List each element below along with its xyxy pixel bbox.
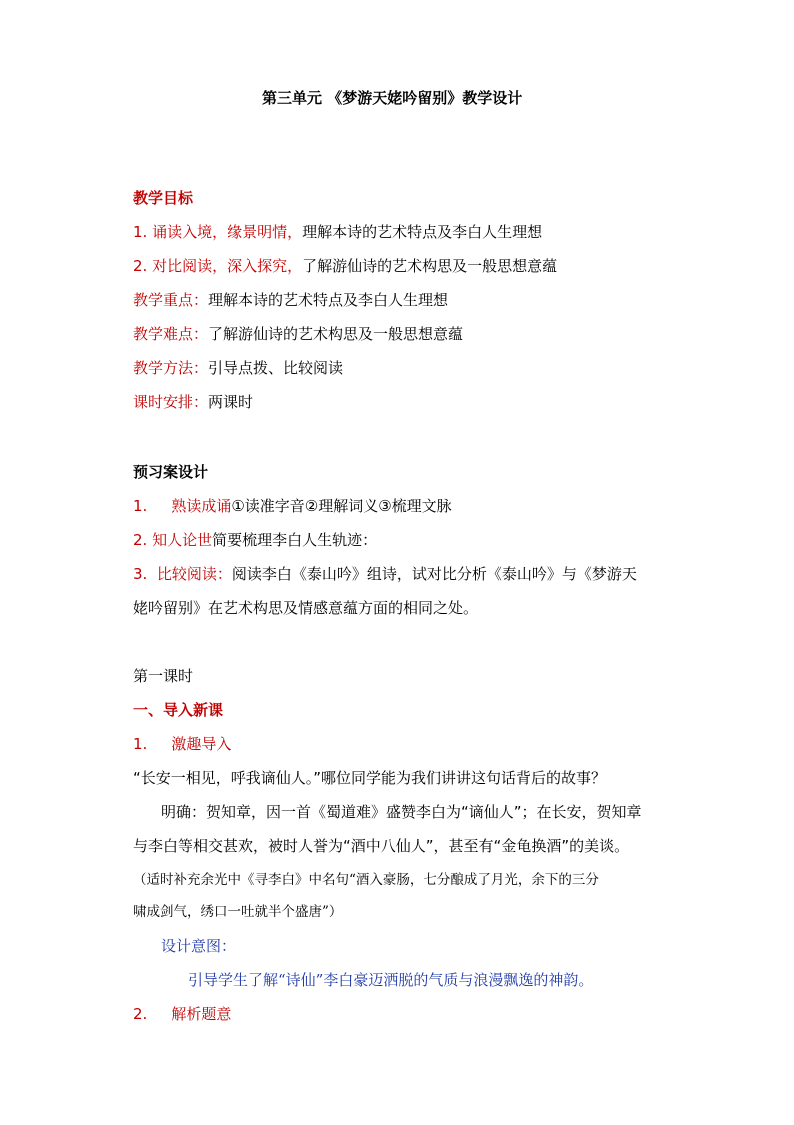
preview-item-3-text-1: 阅读李白《泰山吟》组诗，试对比分析《泰山吟》与《梦游天 (231, 565, 637, 583)
objective-item-1-text: 理解本诗的艺术特点及李白人生理想 (302, 223, 543, 241)
sub-1-label: 激趣导入 (171, 735, 232, 753)
answer-line-2: 与李白等相交甚欢，被时人誉为“酒中八仙人”，甚至有“金龟换酒”的美谈。 (133, 837, 630, 855)
schedule-text: 两课时 (208, 393, 254, 411)
objective-item-1 (133, 222, 542, 242)
key-point-label: 教学重点： (133, 291, 209, 309)
difficulty-text: 了解游仙诗的艺术构思及一般思想意蕴 (208, 325, 464, 343)
preview-heading: 预习案设计 (133, 463, 209, 481)
sub-1-num: 1. (133, 735, 148, 753)
teaching-method-label: 教学方法： (133, 359, 209, 377)
preview-item-1-num: 1. (133, 497, 148, 515)
objective-item-2-text: 了解游仙诗的艺术构思及一般思想意蕴 (302, 257, 558, 275)
schedule-label: 课时安排： (133, 393, 209, 411)
page-title: 第三单元 《梦游天姥吟留别》教学设计 (262, 89, 523, 107)
teaching-method-text: 引导点拨、比较阅读 (208, 359, 344, 377)
sub-1-heading (133, 734, 231, 754)
preview-item-1 (133, 496, 452, 516)
preview-item-3 (133, 564, 637, 584)
schedule (133, 392, 253, 412)
preview-item-3-num: 3. (133, 565, 148, 583)
supplement-note-2: 啸成剑气，绣口一吐就半个盛唐”） (133, 904, 343, 920)
design-intent-text: 引导学生了解“诗仙”李白豪迈洒脱的气质与浪漫飘逸的神韵。 (188, 971, 594, 989)
teaching-method (133, 358, 343, 378)
objective-item-2-lead: 2. 对比阅读，深入探究， (133, 257, 303, 275)
preview-item-3-cont: 姥吟留别》在艺术构思及情感意蕴方面的相同之处。 (133, 599, 479, 617)
objectives-heading: 教学目标 (133, 189, 194, 207)
answer-line-1-text: 明确：贺知章，因一首《蜀道难》盛赞李白为“谪仙人”；在长安，贺知章 (161, 803, 642, 821)
sub-2-num: 2. (133, 1005, 148, 1023)
objective-item-2 (133, 256, 557, 276)
preview-item-1-text: ①读准字音②理解词义③梳理文脉 (231, 497, 452, 515)
preview-item-2-num: 2. (133, 531, 148, 549)
supplement-note-1: （适时补充余光中《寻李白》中名句“酒入豪肠，七分酿成了月光，余下的三分 (133, 872, 599, 888)
preview-item-2-label: 知人论世 (152, 531, 213, 549)
preview-item-2 (133, 530, 377, 550)
objective-item-1-lead: 1. 诵读入境，缘景明情， (133, 223, 303, 241)
difficulty-label: 教学难点： (133, 325, 209, 343)
answer-line-1 (133, 802, 642, 822)
sub-2-heading (133, 1004, 231, 1024)
sub-2-label: 解析题意 (171, 1005, 232, 1023)
preview-item-1-label: 熟读成诵 (171, 497, 232, 515)
key-point-text: 理解本诗的艺术特点及李白人生理想 (208, 291, 449, 309)
lesson-1-heading: 第一课时 (133, 667, 194, 685)
key-point (133, 290, 448, 310)
design-intent-label: 设计意图： (161, 937, 237, 955)
preview-item-2-text: 简要梳理李白人生轨迹： (212, 531, 378, 549)
preview-item-3-label: 比较阅读： (156, 565, 232, 583)
section-1-heading: 一、导入新课 (133, 701, 224, 719)
intro-quote: “长安一相见，呼我谪仙人。”哪位同学能为我们讲讲这句话背后的故事？ (133, 769, 607, 787)
difficulty (133, 324, 463, 344)
